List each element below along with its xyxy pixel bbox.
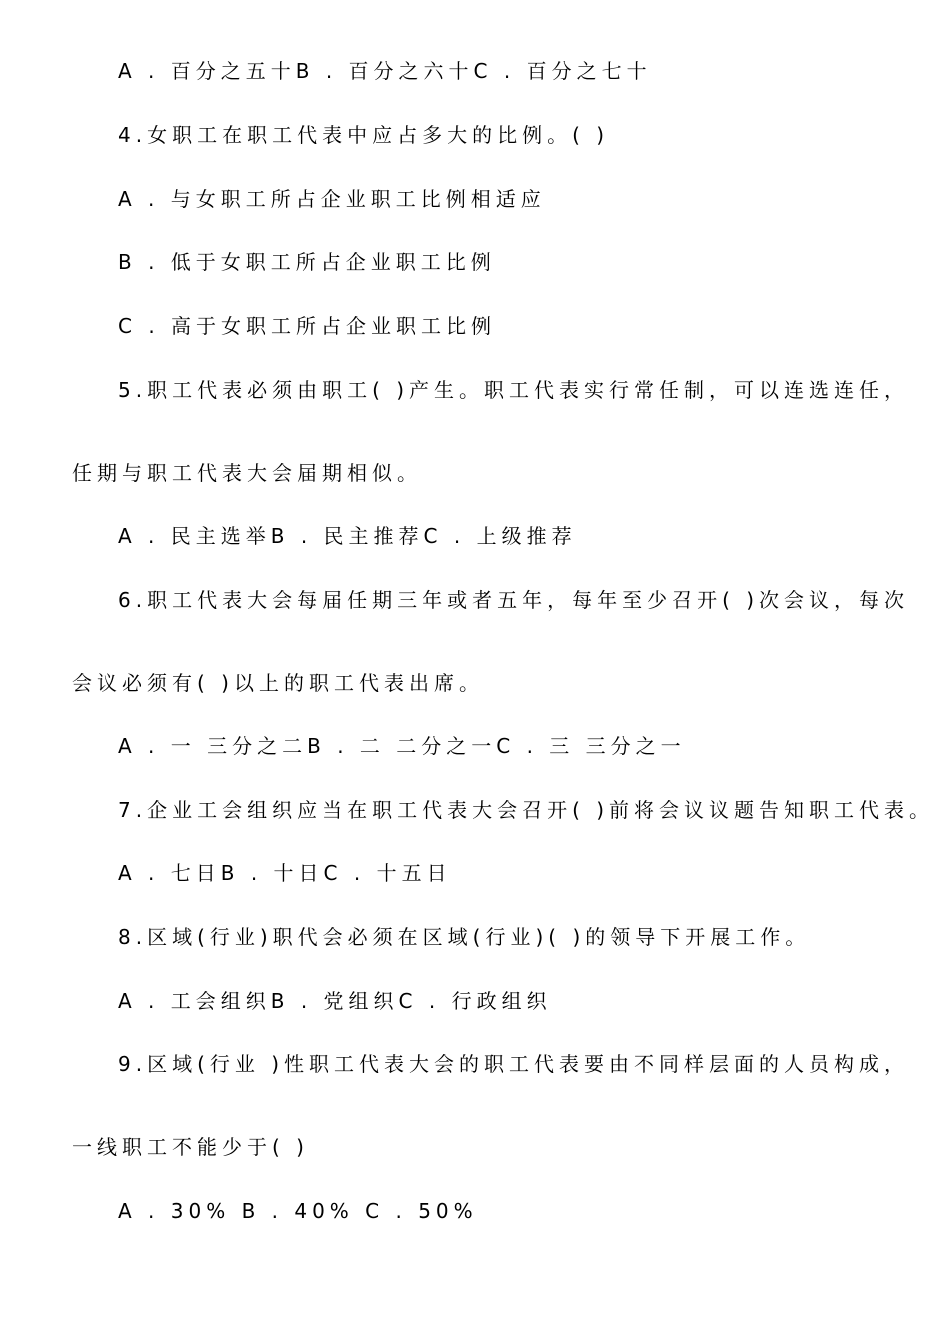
question-5-options: A . 民主选举B . 民主推荐C . 上级推荐 [118,524,577,548]
question-4-option-c: C . 高于女职工所占企业职工比例 [118,314,497,338]
question-8-options: A . 工会组织B . 党组织C . 行政组织 [118,989,552,1013]
question-4-option-b: B . 低于女职工所占企业职工比例 [118,250,496,274]
question-6-text: 6.职工代表大会每届任期三年或者五年，每年至少召开( )次会议，每次 [118,588,910,612]
question-5-text-cont: 任期与职工代表大会届期相似。 [72,461,422,485]
question-9-options: A . 30% B . 40% C . 50% [118,1199,478,1223]
question-5-text: 5.职工代表必须由职工( )产生。职工代表实行常任制，可以连选连任， [118,378,910,402]
question-9-text-cont: 一线职工不能少于( ) [72,1135,309,1159]
question-4-option-a: A . 与女职工所占企业职工比例相适应 [118,187,546,211]
question-4-text: 4.女职工在职工代表中应占多大的比例。( ) [118,123,610,147]
question-7-options: A . 七日B . 十日C . 十五日 [118,861,452,885]
question-9-text: 9.区域(行业 )性职工代表大会的职工代表要由不同样层面的人员构成， [118,1052,910,1076]
question-7-text: 7.企业工会组织应当在职工代表大会召开( )前将会议议题告知职工代表。 [118,798,935,822]
question-6-text-cont: 会议必须有( )以上的职工代表出席。 [72,671,484,695]
question-3-options: A . 百分之五十B . 百分之六十C . 百分之七十 [118,59,652,83]
question-8-text: 8.区域(行业)职代会必须在区域(行业)( )的领导下开展工作。 [118,925,811,949]
question-6-options: A . 一 三分之二B . 二 二分之一C . 三 三分之一 [118,734,686,758]
